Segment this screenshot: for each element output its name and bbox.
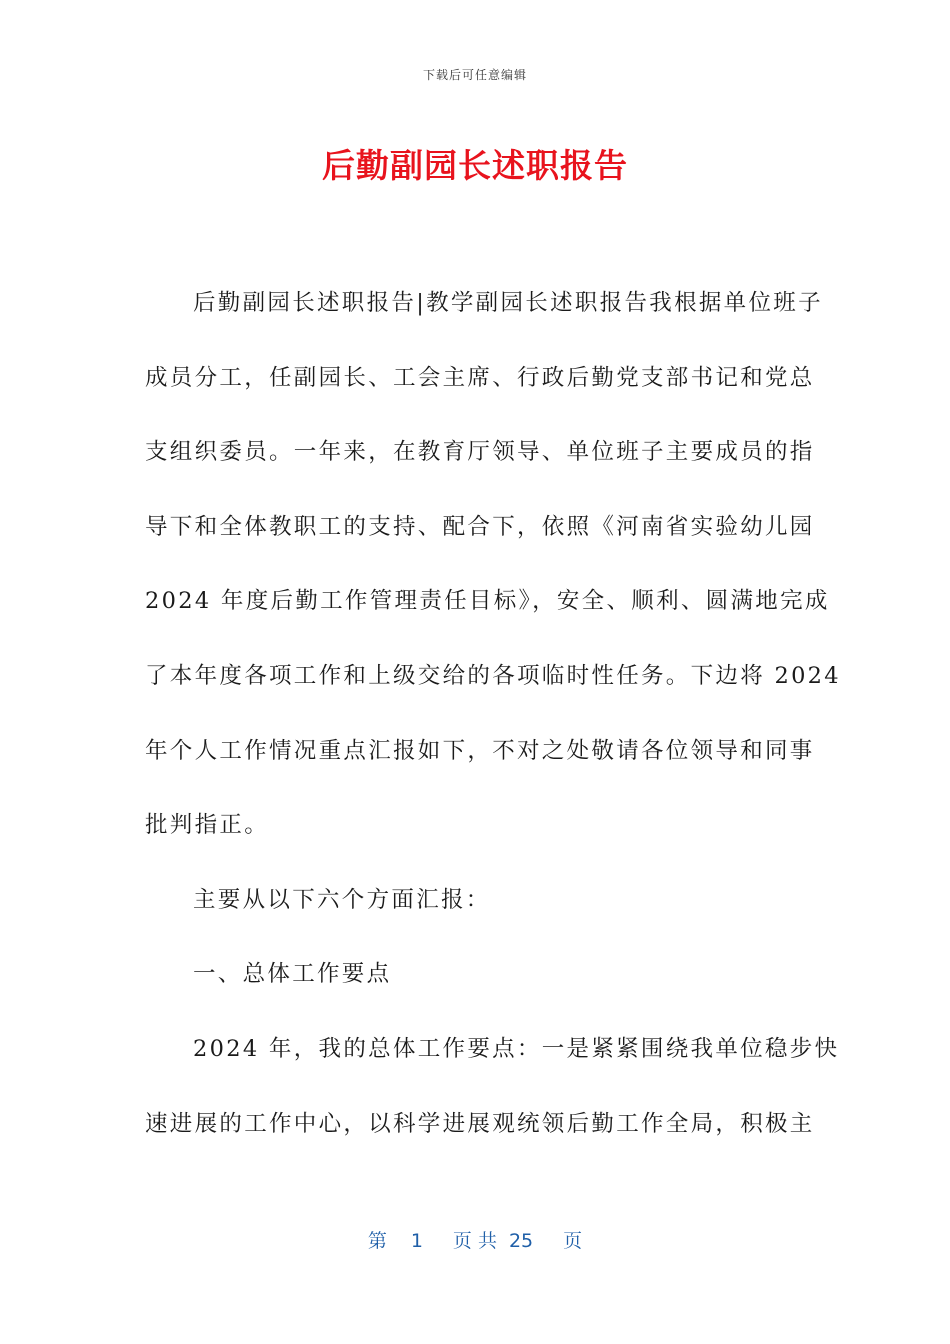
- paragraph-intro: [145, 266, 841, 863]
- footer-page-prefix: 第: [367, 1230, 387, 1252]
- text-line: 支组织委员。一年来，在教育厅领导、单位班子主要成员的指: [145, 439, 815, 466]
- footer-total-pages: 25: [508, 1230, 534, 1252]
- text-line: 后勤副园长述职报告|教学副园长述职报告我根据单位班子: [193, 290, 823, 316]
- text-line: 主要从以下六个方面汇报：: [193, 886, 491, 913]
- header-note: 下载后可任意编辑: [422, 68, 527, 82]
- text-line: 批判指正。: [145, 812, 270, 839]
- text-line: 了本年度各项工作和上级交给的各项临时性任务。下边将 2024: [145, 662, 841, 689]
- footer-page-suffix: 页: [563, 1230, 583, 1252]
- section-heading: [145, 937, 805, 1012]
- text-line: 成员分工，任副园长、工会主席、行政后勤党支部书记和党总: [145, 364, 815, 391]
- document-title: 后勤副园长述职报告: [322, 146, 628, 185]
- text-line: 导下和全体教职工的支持、配合下，依照《河南省实验幼儿园: [145, 513, 815, 540]
- text-line: 速进展的工作中心，以科学进展观统领后勤工作全局，积极主: [145, 1110, 815, 1137]
- footer-page-number: 1: [410, 1230, 423, 1252]
- document-body: [145, 266, 841, 1161]
- page-footer: [0, 1226, 950, 1253]
- footer-page-middle: 页 共: [452, 1230, 497, 1252]
- paragraph-outline-intro: [145, 863, 805, 938]
- paragraph-key-points: [145, 1012, 840, 1161]
- text-line: 2024 年度后勤工作管理责任目标》，安全、顺利、圆满地完成: [145, 588, 830, 615]
- text-line: 2024 年，我的总体工作要点：一是紧紧围绕我单位稳步快: [193, 1035, 840, 1062]
- text-line: 年个人工作情况重点汇报如下，不对之处敬请各位领导和同事: [145, 737, 815, 764]
- text-line: 一、总体工作要点: [193, 961, 392, 988]
